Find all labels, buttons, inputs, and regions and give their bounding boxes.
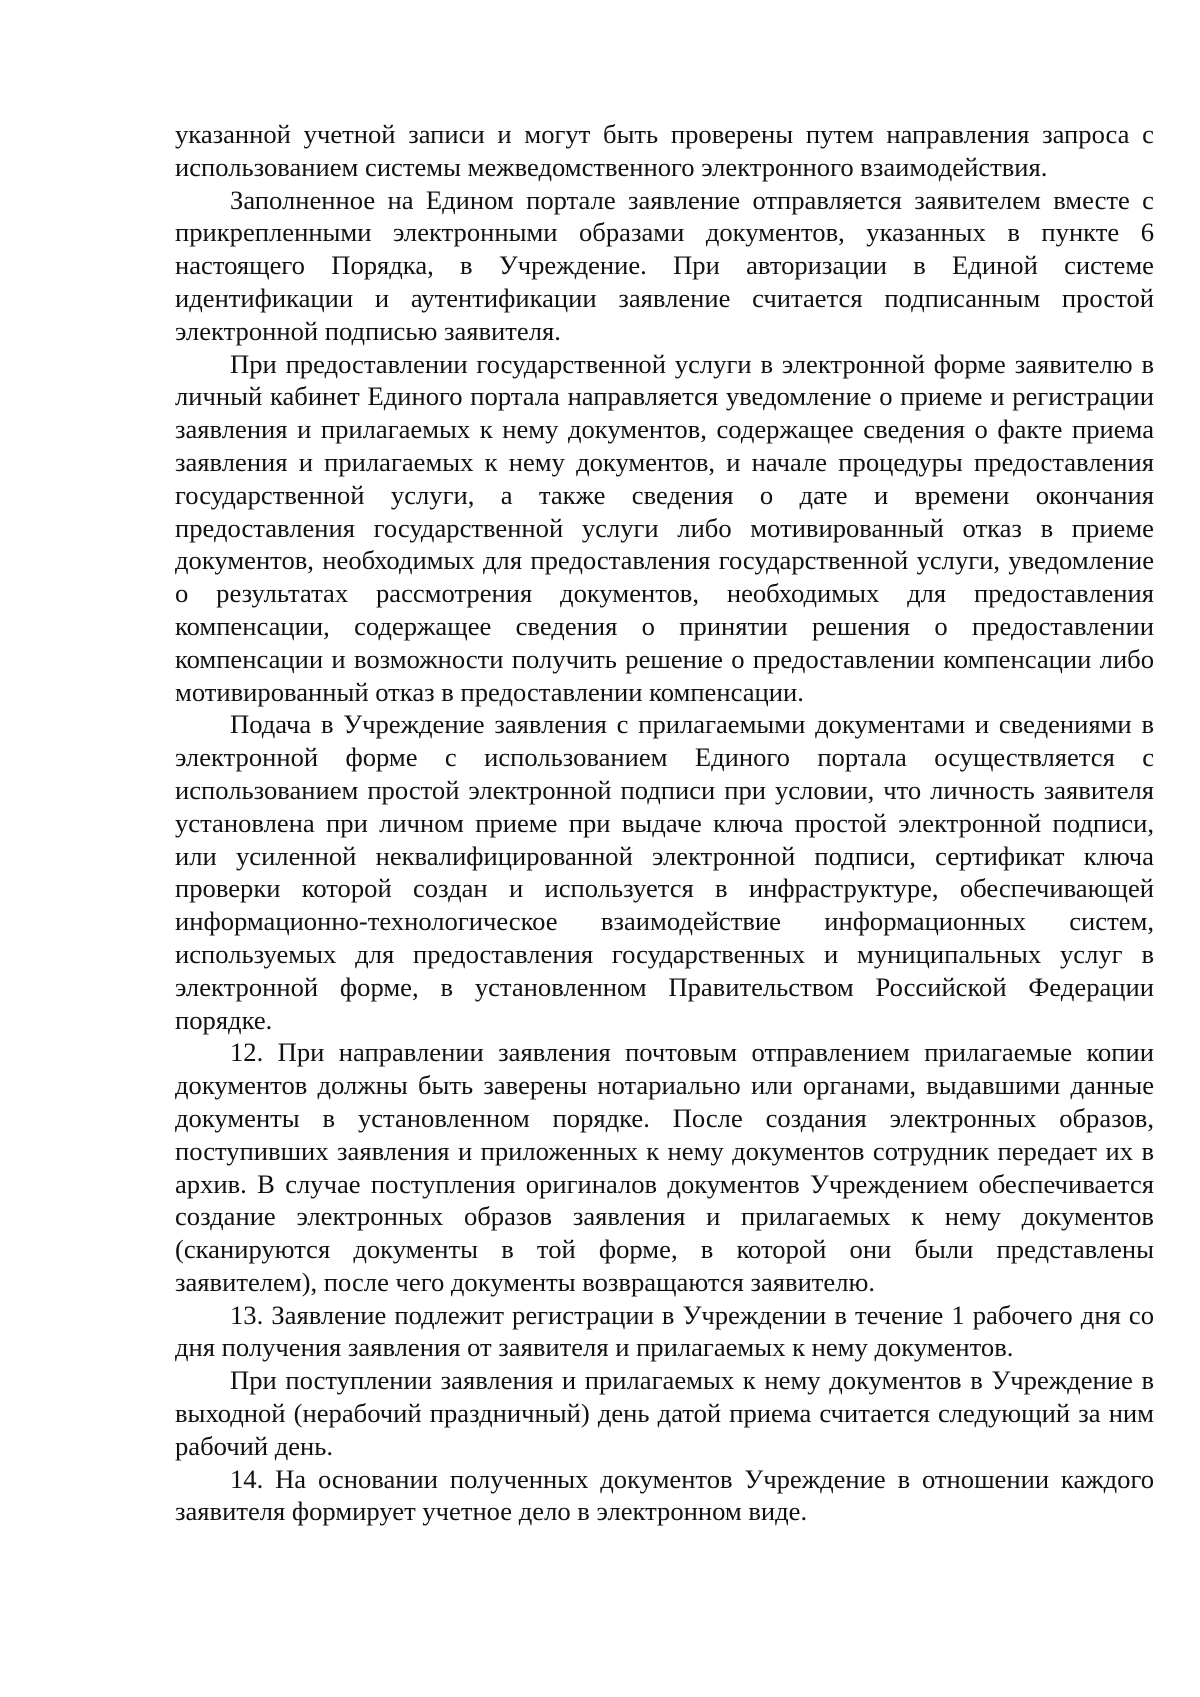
paragraph-3: При предоставлении государственной услуги в электронной форме заявителю в личный кабинет Единого портала направляется уведомление о приеме и регистрации заявления и прилагаемых к нему документов, содержащее сведения о факте приема заявления и прилагаемых к нему документов, и начале процедуры предоставления государственной услуги, а также сведения о дате и времени окончания предоставления государственной услуги либо мотивированный отказ в приеме документов, необходимых для предоставления государственной услуги, уведомление о результатах рассмотрения документов, необходимых для предоставления компенсации, содержащее сведения о принятии решения о предоставлении компенсации и возможности получить решение о предоставлении компенсации либо мотивированный отказ в предоставлении компенсации. (175, 348, 1154, 707)
paragraph-2: Заполненное на Едином портале заявление отправляется заявителем вместе с прикрепленными электронными образами документов, указанных в пункте 6 настоящего Порядка, в Учреждение. При авторизации в Единой системе идентификации и аутентификации заявление считается подписанным простой электронной подписью заявителя. (175, 184, 1154, 346)
paragraph-7: При поступлении заявления и прилагаемых к нему документов в Учреждение в выходной (нерабочий праздничный) день датой приема считается следующий за ним рабочий день. (175, 1365, 1154, 1461)
paragraph-1: указанной учетной записи и могут быть проверены путем направления запроса с использованием системы межведомственного электронного взаимодействия. (175, 119, 1154, 182)
paragraph-4: Подача в Учреждение заявления с прилагаемыми документами и сведениями в электронной форме с использованием Единого портала осуществляется с использованием простой электронной подписи при условии, что личность заявителя установлена при личном приеме при выдаче ключа простой электронной подписи, или усиленной неквалифицированной электронной подписи, сертификат ключа проверки которой создан и используется в инфраструктуре, обеспечивающей информационно-технологическое взаимодействие информационных систем, используемых для предоставления государственных и муниципальных услуг в электронной форме, в установленном Правительством Российской Федерации порядке. (175, 709, 1154, 1035)
paragraph-5: 12. При направлении заявления почтовым отправлением прилагаемые копии документов должны быть заверены нотариально или органами, выдавшими данные документы в установленном порядке. После создания электронных образов, поступивших заявления и приложенных к нему документов сотрудник передает их в архив. В случае поступления оригиналов документов Учреждением обеспечивается создание электронных образов заявления и прилагаемых к нему документов (сканируются документы в той форме, в которой они были представлены заявителем), после чего документы возвращаются заявителю. (175, 1037, 1154, 1297)
document-body (175, 118, 1154, 1528)
paragraph-8: 14. На основании полученных документов Учреждение в отношении каждого заявителя формирует учетное дело в электронном виде. (175, 1463, 1154, 1527)
paragraph-6: 13. Заявление подлежит регистрации в Учреждении в течение 1 рабочего дня со дня получения заявления от заявителя и прилагаемых к нему документов. (175, 1299, 1154, 1363)
